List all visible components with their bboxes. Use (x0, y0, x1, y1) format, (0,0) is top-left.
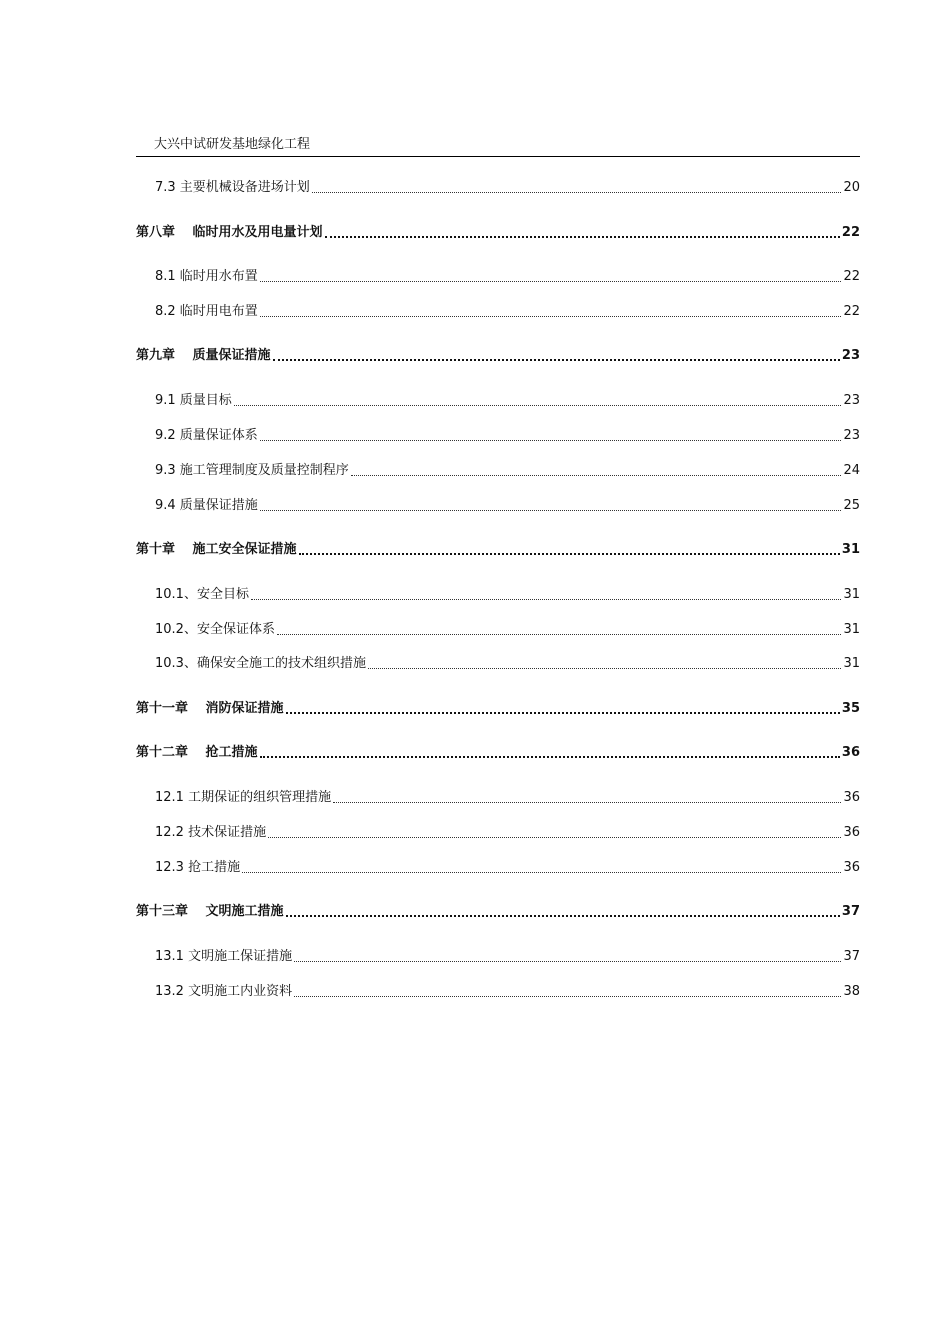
toc-dot-leader (277, 633, 842, 635)
toc-section-entry[interactable] (155, 857, 860, 877)
toc-dot-leader (234, 404, 842, 406)
toc-entry-label: 第十一章 消防保证措施 (136, 701, 284, 716)
toc-page-number: 35 (841, 701, 860, 716)
toc-entry-label: 8.1 临时用水布置 (155, 269, 258, 284)
toc-entry-label: 第十二章 抢工措施 (136, 745, 258, 760)
toc-page-number: 36 (843, 860, 860, 875)
toc-dot-leader (273, 358, 840, 361)
toc-section-entry[interactable] (155, 946, 860, 966)
toc-page-number: 36 (843, 790, 860, 805)
toc-entry-label: 10.1、安全目标 (155, 587, 249, 602)
toc-dot-leader (260, 280, 842, 282)
toc-section-entry[interactable] (155, 301, 860, 321)
toc-entry-label: 12.3 抢工措施 (155, 860, 241, 875)
toc-section-entry[interactable] (155, 981, 860, 1001)
toc-page-number: 31 (843, 622, 860, 637)
toc-dot-leader (260, 315, 842, 317)
toc-page-number: 31 (843, 587, 860, 602)
toc-page-number: 36 (841, 745, 860, 760)
toc-entry-label: 7.3 主要机械设备进场计划 (155, 180, 310, 195)
toc-page-number: 23 (843, 428, 860, 443)
toc-entry-label: 13.2 文明施工内业资料 (155, 984, 293, 999)
toc-chapter-entry[interactable] (136, 345, 860, 365)
toc-page-number: 20 (843, 180, 860, 195)
toc-entry-label: 13.1 文明施工保证措施 (155, 949, 293, 964)
toc-page-number: 25 (843, 498, 860, 513)
toc-page-number: 37 (841, 904, 860, 919)
toc-chapter-entry[interactable] (136, 901, 860, 921)
toc-dot-leader (260, 755, 840, 758)
toc-section-entry[interactable] (155, 177, 860, 197)
toc-dot-leader (299, 552, 840, 555)
toc-entry-label: 第八章 临时用水及用电量计划 (136, 225, 323, 240)
toc-entry-label: 第九章 质量保证措施 (136, 348, 271, 363)
toc-dot-leader (251, 598, 842, 600)
toc-dot-leader (260, 439, 842, 441)
toc-chapter-entry[interactable] (136, 742, 860, 762)
toc-dot-leader (312, 191, 842, 193)
toc-section-entry[interactable] (155, 495, 860, 515)
toc-page-number: 36 (843, 825, 860, 840)
toc-dot-leader (260, 509, 842, 511)
toc-entry-label: 9.1 质量目标 (155, 393, 232, 408)
header-title: 大兴中试研发基地绿化工程 (154, 137, 311, 152)
toc-entry-label: 第十三章 文明施工措施 (136, 904, 284, 919)
toc-dot-leader (351, 474, 842, 476)
toc-entry-label: 10.2、安全保证体系 (155, 622, 275, 637)
toc-page-number: 23 (841, 348, 860, 363)
toc-entry-label: 第十章 施工安全保证措施 (136, 542, 297, 557)
toc-dot-leader (286, 914, 840, 917)
toc-dot-leader (294, 960, 841, 962)
toc-section-entry[interactable] (155, 390, 860, 410)
toc-dot-leader (286, 711, 840, 714)
toc-entry-label: 12.1 工期保证的组织管理措施 (155, 790, 332, 805)
toc-entry-label: 10.3、确保安全施工的技术组织措施 (155, 656, 366, 671)
toc-entry-label: 9.4 质量保证措施 (155, 498, 258, 513)
toc-entry-label: 9.3 施工管理制度及质量控制程序 (155, 463, 349, 478)
toc-dot-leader (242, 871, 841, 873)
toc-chapter-entry[interactable] (136, 222, 860, 242)
toc-entry-label: 12.2 技术保证措施 (155, 825, 267, 840)
toc-page-number: 31 (841, 542, 860, 557)
page-header (136, 136, 860, 157)
toc-page-number: 23 (843, 393, 860, 408)
toc-chapter-entry[interactable] (136, 539, 860, 559)
toc-entry-label: 8.2 临时用电布置 (155, 304, 258, 319)
toc-dot-leader (333, 801, 841, 803)
toc-section-entry[interactable] (155, 266, 860, 286)
toc-chapter-entry[interactable] (136, 698, 860, 718)
toc-page-number: 22 (841, 225, 860, 240)
toc-section-entry[interactable] (155, 584, 860, 604)
toc-dot-leader (268, 836, 841, 838)
toc-section-entry[interactable] (155, 460, 860, 480)
toc-section-entry[interactable] (155, 822, 860, 842)
toc-dot-leader (325, 235, 840, 238)
toc-section-entry[interactable] (155, 653, 860, 673)
toc-page-number: 31 (843, 656, 860, 671)
toc-page-number: 38 (843, 984, 860, 999)
toc-page-number: 37 (843, 949, 860, 964)
toc-entry-label: 9.2 质量保证体系 (155, 428, 258, 443)
toc-dot-leader (294, 995, 841, 997)
toc-section-entry[interactable] (155, 425, 860, 445)
toc-section-entry[interactable] (155, 619, 860, 639)
toc-dot-leader (368, 667, 842, 669)
toc-section-entry[interactable] (155, 787, 860, 807)
toc-page-number: 22 (843, 269, 860, 284)
toc-page-number: 24 (843, 463, 860, 478)
toc-page-number: 22 (843, 304, 860, 319)
